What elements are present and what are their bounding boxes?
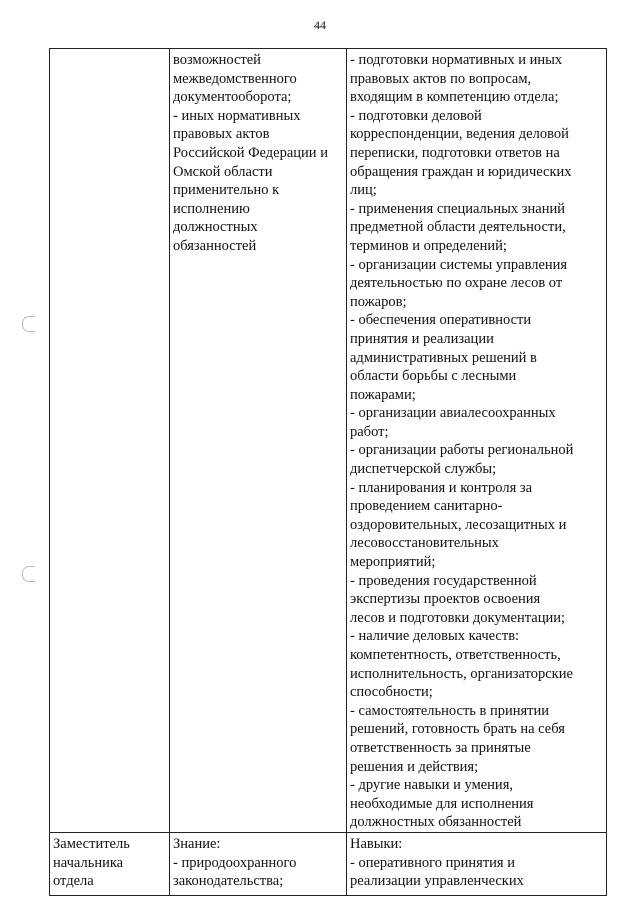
text-line: Заместитель	[53, 835, 130, 852]
text-line: отдела	[53, 873, 94, 890]
text-line: исполнению	[173, 200, 250, 217]
table-row	[50, 49, 607, 833]
text-line: межведомственного	[173, 70, 297, 87]
position-cell	[50, 832, 170, 895]
knowledge-cell	[170, 832, 347, 895]
binder-hole-mark	[22, 316, 35, 332]
text-line: деятельностью по охране лесов от	[350, 275, 563, 292]
text-line: входящим в компетенцию отдела;	[350, 89, 559, 106]
text-line: - организации системы управления	[350, 256, 568, 273]
text-line: возможностей	[173, 52, 261, 68]
table-row	[50, 832, 607, 895]
text-line: - наличие деловых качеств:	[350, 628, 520, 645]
text-line: области борьбы с лесными	[350, 368, 517, 385]
text-line: Навыки:	[350, 835, 403, 852]
text-line: должностных обязанностей	[350, 814, 522, 831]
text-line: - обеспечения оперативности	[350, 312, 532, 329]
text-line: - организации работы региональной	[350, 442, 574, 459]
text-line: - природоохранного	[173, 854, 297, 871]
binder-hole-mark	[22, 566, 35, 582]
text-line: переписки, подготовки ответов на	[350, 144, 560, 161]
text-line: Российской Федерации и	[173, 144, 328, 161]
text-line: начальника	[53, 854, 124, 871]
text-line: пожарами;	[350, 386, 416, 403]
text-line: корреспонденции, ведения деловой	[350, 126, 569, 143]
text-line: оздоровительных, лесозащитных и	[350, 516, 567, 533]
text-line: принятия и реализации	[350, 330, 494, 347]
knowledge-cell	[170, 49, 347, 833]
text-line: законодательства;	[173, 873, 284, 890]
text-line: терминов и определений;	[350, 237, 507, 254]
page-number: 44	[314, 18, 326, 32]
text-line: - другие навыки и умения,	[350, 777, 513, 794]
position-cell	[50, 49, 170, 833]
text-line: документооборота;	[173, 89, 292, 106]
text-line: решений, готовность брать на себя	[350, 721, 565, 738]
text-line: работ;	[350, 423, 389, 440]
text-line: необходимые для исполнения	[350, 795, 534, 812]
text-line: проведением санитарно-	[350, 498, 503, 515]
requirements-table	[49, 48, 607, 896]
text-line: - самостоятельность в принятии	[350, 702, 550, 719]
text-line: - подготовки нормативных и иных	[350, 52, 563, 68]
text-line: должностных	[173, 219, 258, 236]
text-line: диспетчерской службы;	[350, 461, 497, 478]
text-line: лесов и подготовки документации;	[350, 609, 566, 626]
text-line: - планирования и контроля за	[350, 479, 533, 496]
text-line: правовых актов по вопросам,	[350, 70, 532, 87]
text-line: - иных нормативных	[173, 107, 301, 124]
text-line: применительно к	[173, 182, 280, 199]
text-line: способности;	[350, 684, 433, 701]
text-line: - применения специальных знаний	[350, 200, 565, 217]
text-line: пожаров;	[350, 293, 407, 310]
text-line: лиц;	[350, 182, 377, 199]
text-line: обращения граждан и юридических	[350, 163, 572, 180]
text-line: лесовосстановительных	[350, 535, 499, 552]
text-line: предметной области деятельности,	[350, 219, 566, 236]
text-line: правовых актов	[173, 126, 270, 143]
skills-cell	[347, 832, 607, 895]
text-line: обязанностей	[173, 237, 257, 254]
text-line: мероприятий;	[350, 554, 436, 571]
text-line: - подготовки деловой	[350, 107, 482, 124]
skills-cell	[347, 49, 607, 833]
text-line: административных решений в	[350, 349, 537, 366]
text-line: решения и действия;	[350, 758, 479, 775]
text-line: исполнительность, организаторские	[350, 665, 573, 682]
text-line: компетентность, ответственность,	[350, 647, 561, 663]
text-line: - проведения государственной	[350, 572, 537, 589]
text-line: Омской области	[173, 163, 273, 180]
text-line: - организации авиалесоохранных	[350, 405, 556, 422]
text-line: Знание:	[173, 835, 221, 852]
text-line: ответственность за принятые	[350, 739, 531, 756]
text-line: реализации управленческих	[350, 873, 524, 890]
text-line: экспертизы проектов освоения	[350, 591, 541, 608]
text-line: - оперативного принятия и	[350, 854, 515, 871]
